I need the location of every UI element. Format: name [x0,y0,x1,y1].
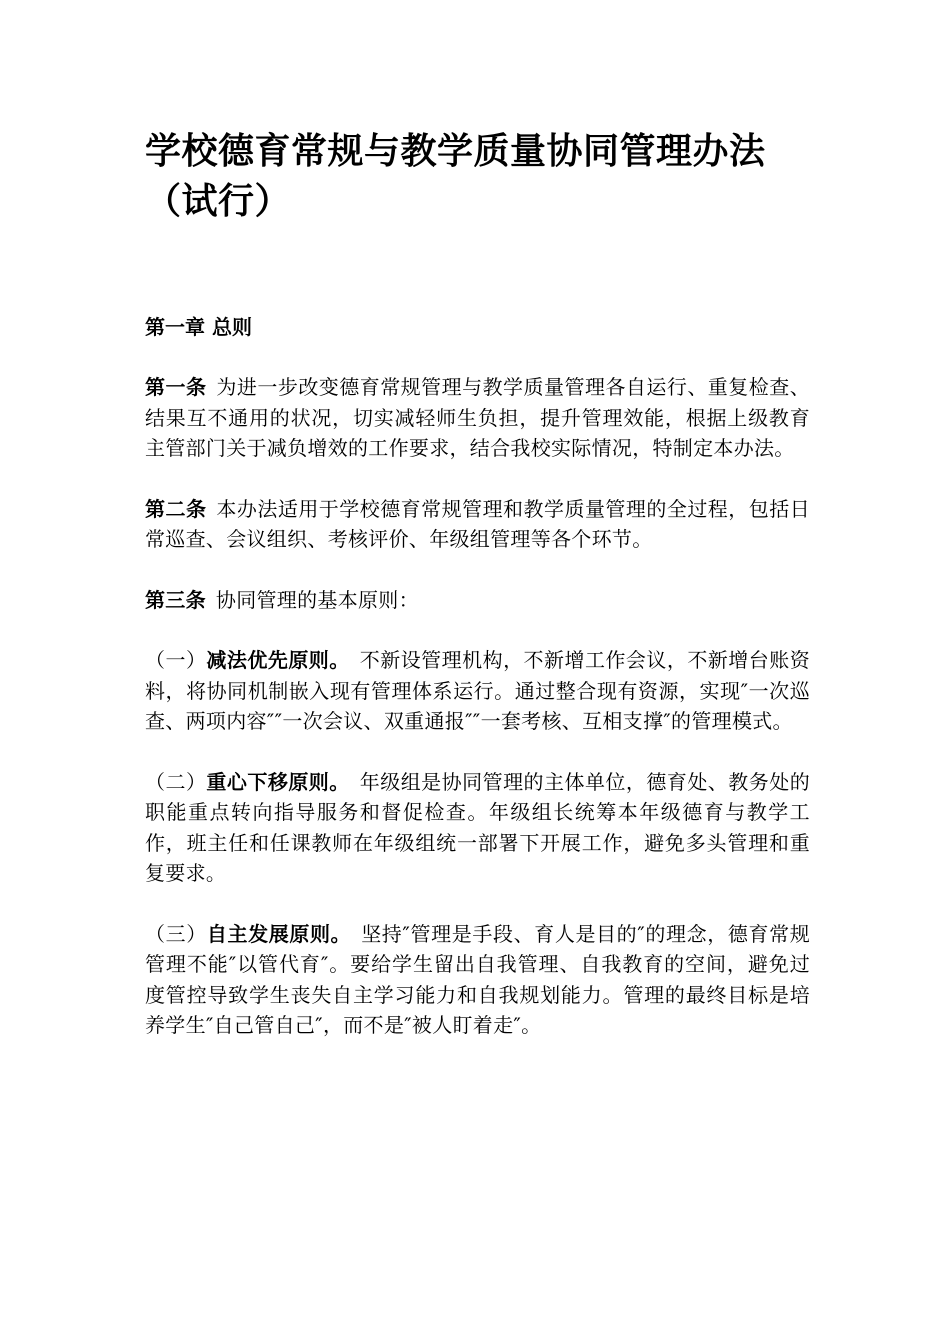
article-1 [145,372,810,464]
principle-3-label: 自主发展原则。 [206,921,352,946]
principle-1-text: 不新设管理机构，不新增工作会议，不新增台账资料，将协同机制嵌入现有管理体系运行。通过整合现有资源，实现″一次巡查、两项内容″″一次会议、双重通报″″一套考核、互相支撑″的管理模式。 [145,648,810,733]
article-2 [145,494,810,555]
principle-3-text: 坚持″管理是手段、育人是目的″的理念，德育常规管理不能″以管代育″。要给学生留出自我管理、自我教育的空间，避免过度管控导致学生丧失自主学习能力和自我规划能力。管理的最终目标是培养学生″自己管自己″，而不是″被人盯着走″。 [145,921,810,1037]
principle-3-prefix: （三） [145,921,207,946]
principle-2 [145,767,810,889]
principle-2-prefix: （二） [145,769,207,794]
document-title: 学校德育常规与教学质量协同管理办法（试行） [145,130,766,222]
principle-3 [145,919,810,1041]
document-page [145,126,810,1041]
principle-2-text: 年级组是协同管理的主体单位，德育处、教务处的职能重点转向指导服务和督促检查。年级组长统筹本年级德育与教学工作，班主任和任课教师在年级组统一部署下开展工作，避免多头管理和重复要求。 [145,769,810,885]
article-3-text: 协同管理的基本原则： [215,587,419,612]
chapter-heading: 第一章 总则 [145,315,252,339]
principle-2-label: 重心下移原则。 [206,769,350,794]
article-2-text: 本办法适用于学校德育常规管理和教学质量管理的全过程，包括日常巡查、会议组织、考核评价、年级组管理等各个环节。 [145,496,810,551]
article-2-label: 第二条 [145,496,207,521]
principle-1-label: 减法优先原则。 [206,648,350,672]
article-1-label: 第一条 [145,375,207,399]
article-3 [145,585,810,616]
article-3-label: 第三条 [145,587,206,612]
principle-1 [145,645,810,737]
principle-1-prefix: （一） [145,648,207,672]
article-1-text: 为进一步改变德育常规管理与教学质量管理各自运行、重复检查、结果互不通用的状况，切实减轻师生负担，提升管理效能，根据上级教育主管部门关于减负增效的工作要求，结合我校实际情况，特制定本办法。 [145,375,810,460]
